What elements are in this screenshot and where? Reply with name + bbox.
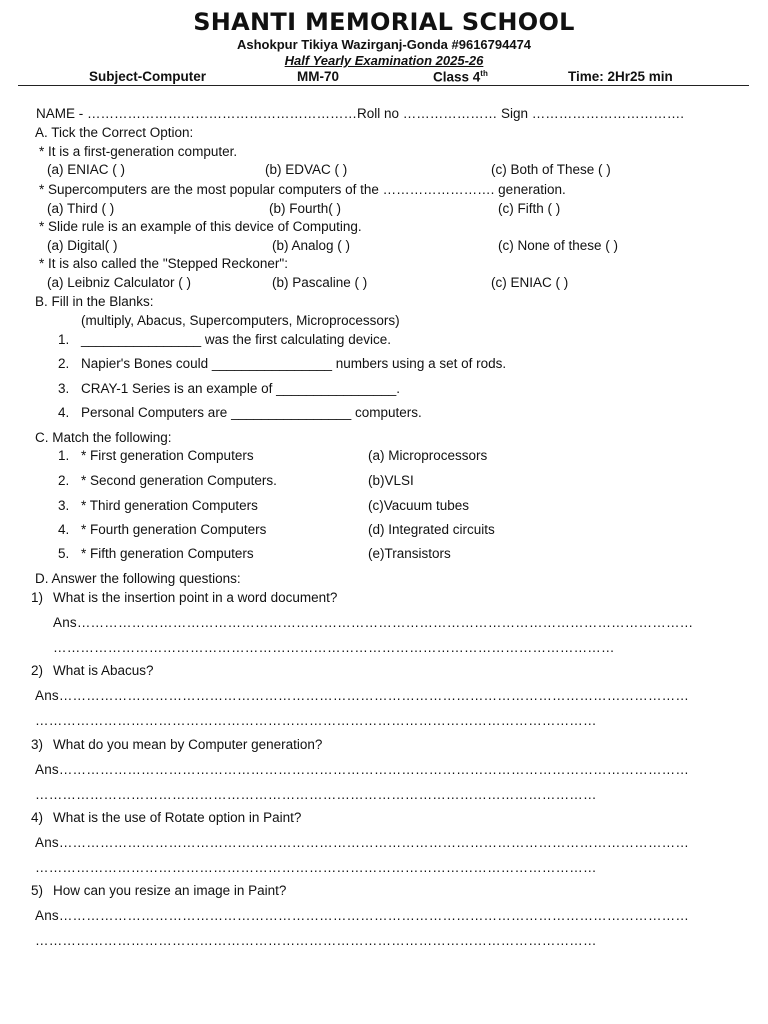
exam-title bbox=[0, 53, 768, 68]
class-text: Class 4 bbox=[433, 69, 481, 85]
question-text: What is Abacus? bbox=[53, 663, 154, 678]
match-left-item: * Third generation Computers bbox=[81, 498, 258, 513]
class-label bbox=[433, 69, 488, 85]
word-bank: (multiply, Abacus, Supercomputers, Microprocessors) bbox=[81, 313, 400, 328]
answer-line: Ans………………………………………………………………………………………………………………………… bbox=[35, 908, 690, 923]
section-a-question: * Slide rule is an example of this device of Computing. bbox=[39, 219, 362, 234]
match-left-item: * Fifth generation Computers bbox=[81, 546, 254, 561]
list-number: 5. bbox=[58, 546, 70, 561]
question-number: 4) bbox=[31, 810, 44, 825]
answer-line: Ans……………………………………………………………………………………………………………………… bbox=[53, 615, 694, 630]
option-b: (b) Fourth( ) bbox=[269, 201, 342, 216]
match-right-item: (d) Integrated circuits bbox=[368, 522, 495, 537]
option-c: (c) Both of These ( ) bbox=[491, 162, 611, 177]
question-number: 5) bbox=[31, 883, 44, 898]
list-number: 4. bbox=[58, 405, 70, 420]
list-number: 3. bbox=[58, 498, 70, 513]
section-a-question: * Supercomputers are the most popular computers of the ……………………. generation. bbox=[39, 182, 566, 197]
exam-title-text: Half Yearly Examination 2025-26 bbox=[284, 53, 484, 68]
section-a-question: * It is a first-generation computer. bbox=[39, 144, 238, 159]
answer-line: Ans………………………………………………………………………………………………………………………… bbox=[35, 688, 690, 703]
match-right-item: (b)VLSI bbox=[368, 473, 414, 488]
option-c: (c) Fifth ( ) bbox=[498, 201, 561, 216]
option-a: (a) Third ( ) bbox=[47, 201, 115, 216]
section-b-heading: B. Fill in the Blanks: bbox=[35, 294, 154, 309]
match-right-item: (c)Vacuum tubes bbox=[368, 498, 470, 513]
option-a: (a) Leibniz Calculator ( ) bbox=[47, 275, 192, 290]
list-number: 2. bbox=[58, 473, 70, 488]
answer-line: Ans………………………………………………………………………………………………………………………… bbox=[35, 762, 690, 777]
answer-line: …………………………………………………………………………………………………………… bbox=[35, 713, 597, 728]
match-left-item: * Fourth generation Computers bbox=[81, 522, 267, 537]
list-number: 1. bbox=[58, 448, 70, 463]
question-text: How can you resize an image in Paint? bbox=[53, 883, 287, 898]
list-number: 4. bbox=[58, 522, 70, 537]
fill-blank-item: Napier's Bones could ________________ numbers using a set of rods. bbox=[81, 356, 507, 371]
answer-line: …………………………………………………………………………………………………………… bbox=[35, 860, 597, 875]
option-c: (c) None of these ( ) bbox=[498, 238, 619, 253]
question-number: 3) bbox=[31, 737, 44, 752]
subject-label: Subject-Computer bbox=[89, 69, 207, 84]
answer-line: …………………………………………………………………………………………………………… bbox=[35, 933, 597, 948]
school-name: SHANTI MEMORIAL SCHOOL bbox=[193, 8, 575, 36]
section-c-heading: C. Match the following: bbox=[35, 430, 172, 445]
match-right-item: (a) Microprocessors bbox=[368, 448, 488, 463]
section-a-heading: A. Tick the Correct Option: bbox=[35, 125, 194, 140]
section-d-heading: D. Answer the following questions: bbox=[35, 571, 241, 586]
option-a: (a) ENIAC ( ) bbox=[47, 162, 126, 177]
match-left-item: * First generation Computers bbox=[81, 448, 254, 463]
list-number: 3. bbox=[58, 381, 70, 396]
header-divider bbox=[18, 85, 749, 86]
question-text: What is the insertion point in a word document? bbox=[53, 590, 338, 605]
fill-blank-item: ________________ was the first calculating device. bbox=[81, 332, 391, 347]
option-b: (b) EDVAC ( ) bbox=[265, 162, 348, 177]
question-text: What is the use of Rotate option in Paint? bbox=[53, 810, 302, 825]
section-a-question: * It is also called the "Stepped Reckoner": bbox=[39, 256, 288, 271]
answer-line: …………………………………………………………………………………………………………… bbox=[53, 640, 615, 655]
school-address: Ashokpur Tikiya Wazirganj-Gonda #9616794474 bbox=[236, 37, 532, 52]
question-number: 1) bbox=[31, 590, 44, 605]
answer-line: …………………………………………………………………………………………………………… bbox=[35, 787, 597, 802]
list-number: 2. bbox=[58, 356, 70, 371]
list-number: 1. bbox=[58, 332, 70, 347]
option-c: (c) ENIAC ( ) bbox=[491, 275, 569, 290]
option-a: (a) Digital( ) bbox=[47, 238, 118, 253]
answer-line: Ans………………………………………………………………………………………………………………………… bbox=[35, 835, 690, 850]
student-info-line: NAME - ……………………………………………………Roll no ………………… Sign ……………………………. bbox=[36, 106, 685, 121]
question-text: What do you mean by Computer generation? bbox=[53, 737, 323, 752]
fill-blank-item: CRAY-1 Series is an example of ________________. bbox=[81, 381, 400, 396]
fill-blank-item: Personal Computers are ________________ computers. bbox=[81, 405, 422, 420]
match-right-item: (e)Transistors bbox=[368, 546, 451, 561]
match-left-item: * Second generation Computers. bbox=[81, 473, 277, 488]
option-b: (b) Analog ( ) bbox=[272, 238, 351, 253]
option-b: (b) Pascaline ( ) bbox=[272, 275, 368, 290]
question-number: 2) bbox=[31, 663, 44, 678]
max-marks: MM-70 bbox=[297, 69, 340, 84]
class-suffix: th bbox=[480, 69, 488, 78]
time-label: Time: 2Hr25 min bbox=[568, 69, 673, 84]
